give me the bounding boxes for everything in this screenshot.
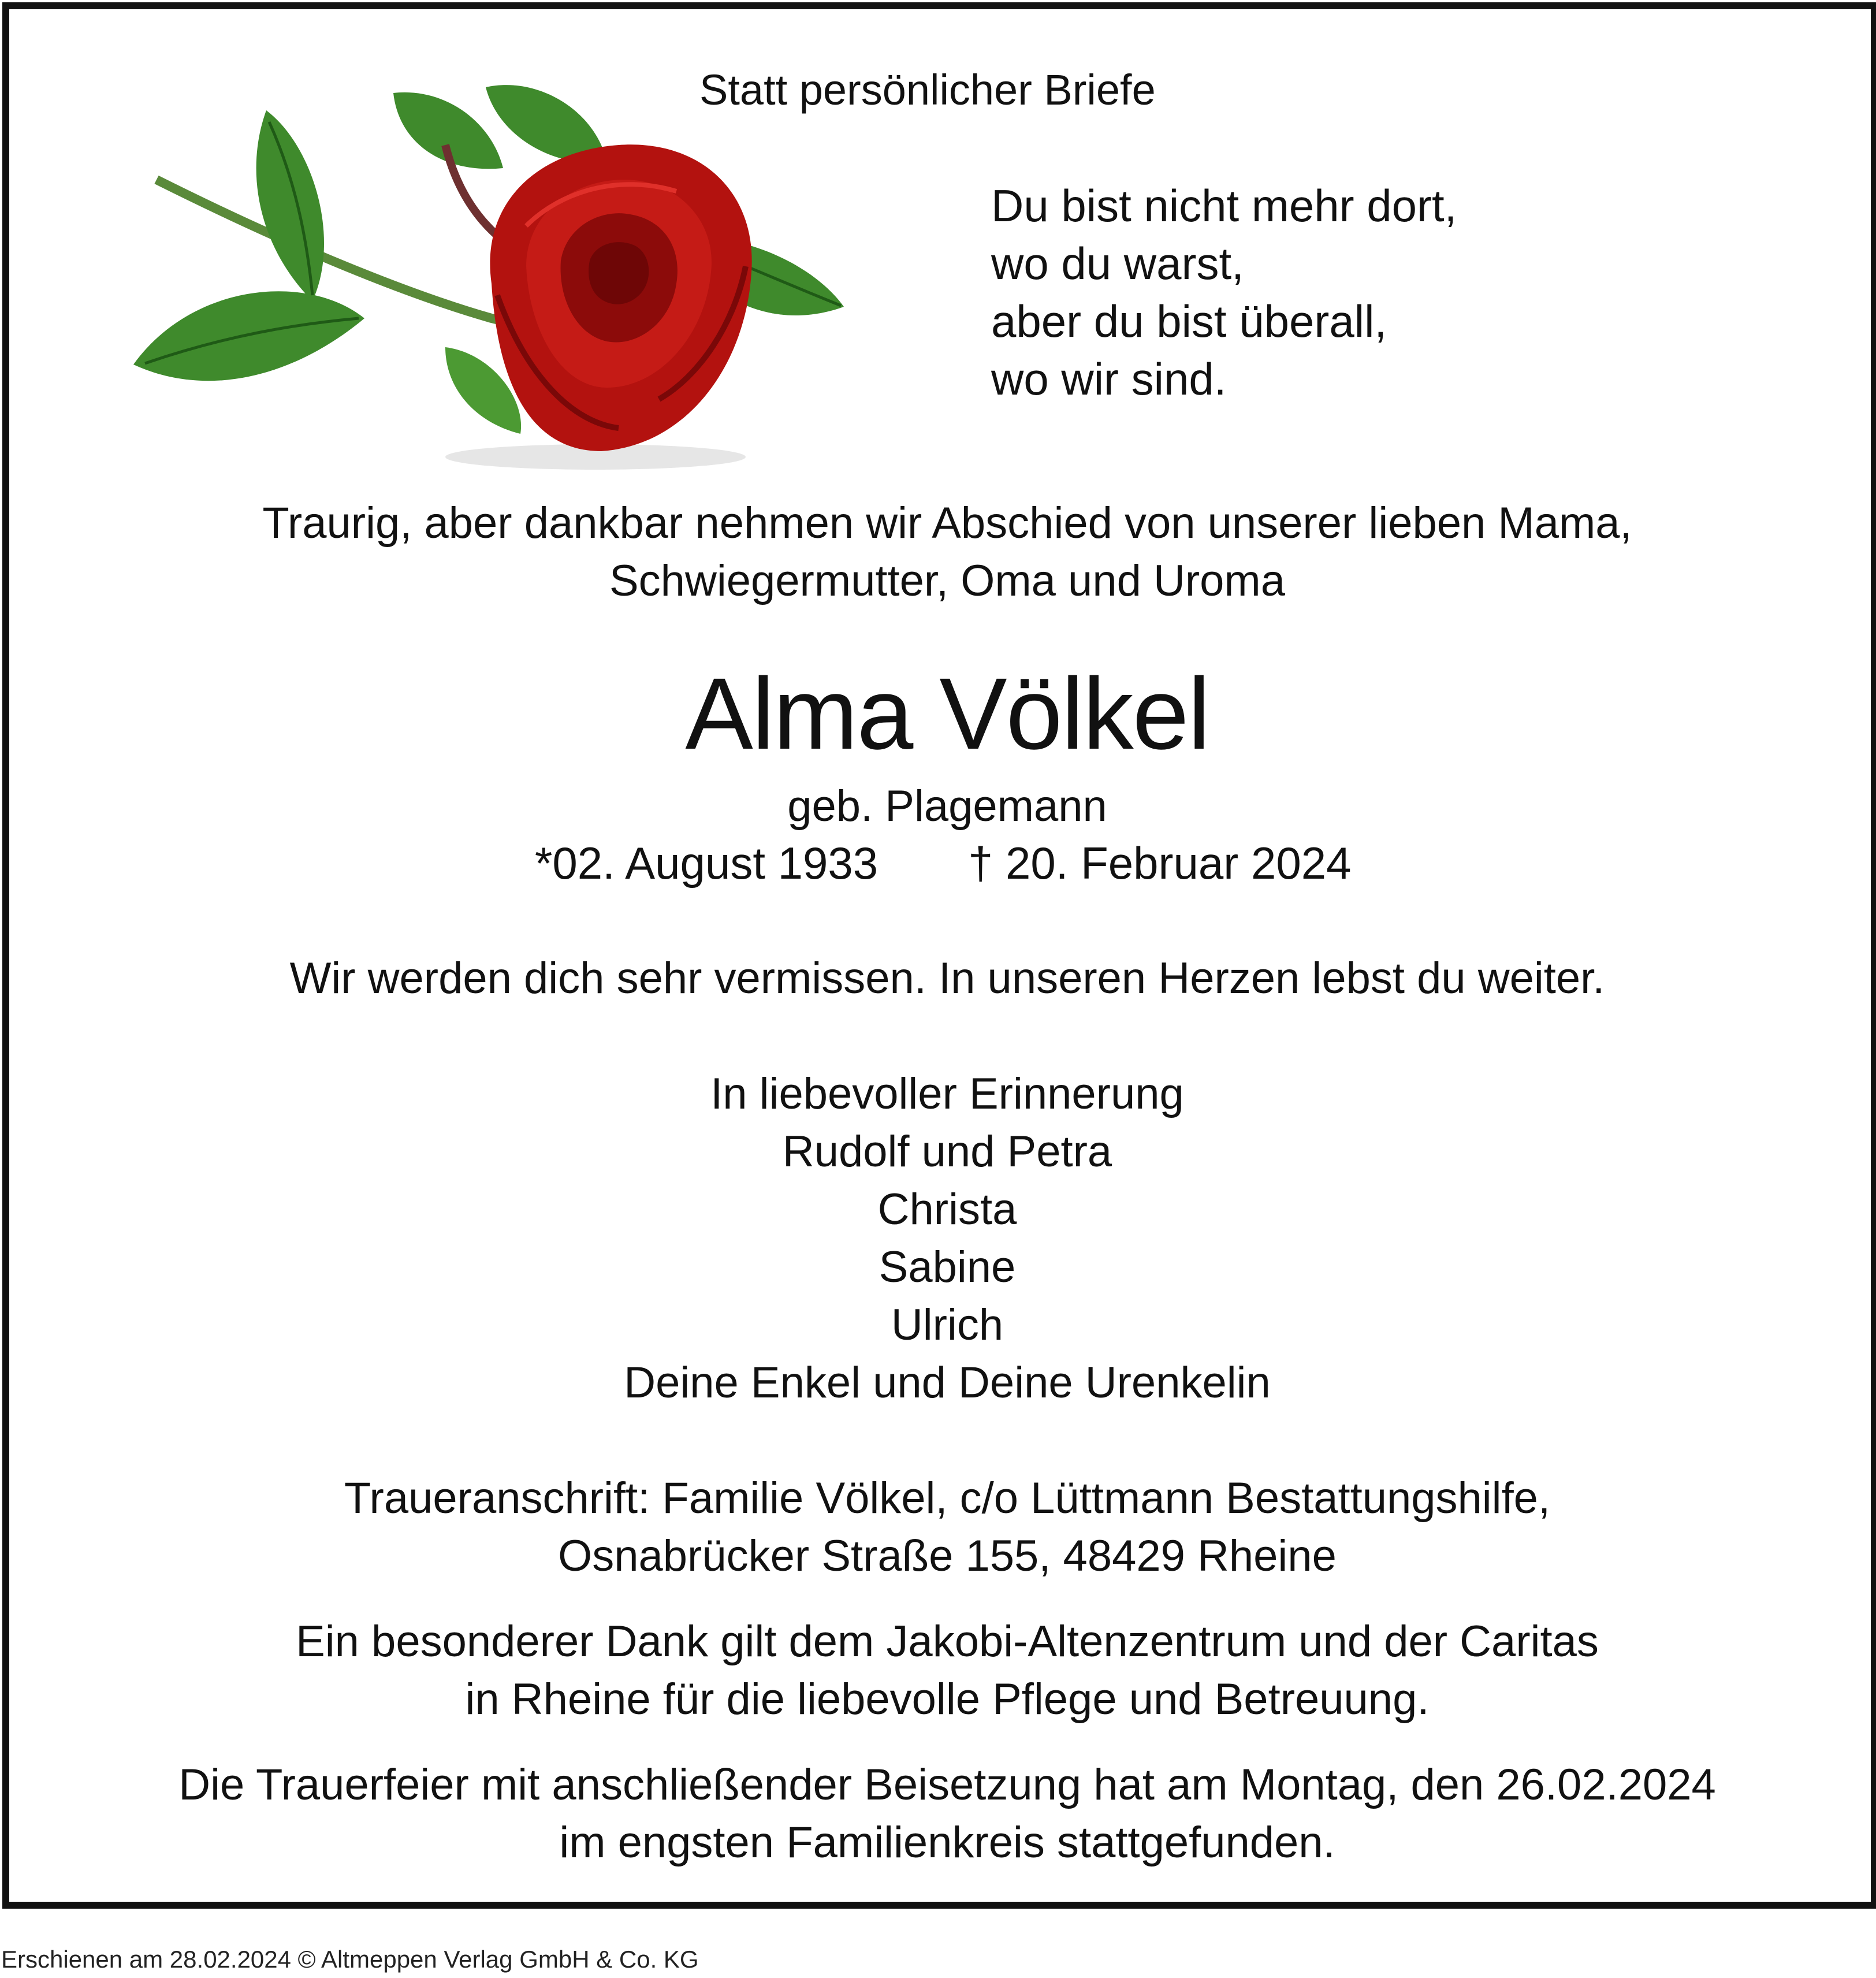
poem-line: Du bist nicht mehr dort, bbox=[991, 180, 1457, 231]
maiden-name: geb. Plagemann bbox=[787, 782, 1107, 831]
mourner-line: Ulrich bbox=[891, 1300, 1004, 1349]
intro-line: Traurig, aber dankbar nehmen wir Abschied von unserer lieben Mama, bbox=[262, 499, 1632, 548]
poem-line: aber du bist überall, bbox=[991, 296, 1387, 347]
mourner-line: Deine Enkel und Deine Urenkelin bbox=[624, 1358, 1271, 1407]
mourner-line: Christa bbox=[877, 1185, 1017, 1234]
poem bbox=[991, 177, 1457, 408]
thanks-line: in Rheine für die liebevolle Pflege und Betreuung. bbox=[465, 1675, 1430, 1724]
poem-line: wo wir sind. bbox=[991, 354, 1227, 404]
notice-frame bbox=[2, 2, 1876, 1909]
mourner-line: In liebevoller Erinnerung bbox=[710, 1069, 1184, 1118]
mourner-line: Sabine bbox=[879, 1243, 1016, 1292]
address-line: Traueranschrift: Familie Völkel, c/o Lüttmann Bestattungshilfe, bbox=[344, 1474, 1551, 1523]
ceremony-line: im engsten Familienkreis stattgefunden. bbox=[559, 1818, 1335, 1867]
mourner-line: Rudolf und Petra bbox=[782, 1127, 1112, 1176]
header-line: Statt persönlicher Briefe bbox=[699, 66, 1156, 114]
red-rose-image bbox=[122, 76, 861, 474]
publication-footer: Erschienen am 28.02.2024 © Altmeppen Verlag GmbH & Co. KG bbox=[1, 1946, 699, 1973]
birth-date: *02. August 1933 bbox=[535, 838, 879, 888]
farewell-message: Wir werden dich sehr vermissen. In unseren Herzen lebst du weiter. bbox=[289, 954, 1605, 1003]
thanks-line: Ein besonderer Dank gilt dem Jakobi-Altenzentrum und der Caritas bbox=[296, 1617, 1599, 1666]
intro-line: Schwiegermutter, Oma und Uroma bbox=[609, 556, 1286, 605]
death-date: † 20. Februar 2024 bbox=[968, 838, 1352, 888]
deceased-name: Alma Völkel bbox=[685, 657, 1209, 771]
poem-line: wo du warst, bbox=[991, 238, 1244, 289]
address-line: Osnabrücker Straße 155, 48429 Rheine bbox=[558, 1531, 1337, 1581]
ceremony-line: Die Trauerfeier mit anschließender Beisetzung hat am Montag, den 26.02.2024 bbox=[178, 1760, 1716, 1809]
